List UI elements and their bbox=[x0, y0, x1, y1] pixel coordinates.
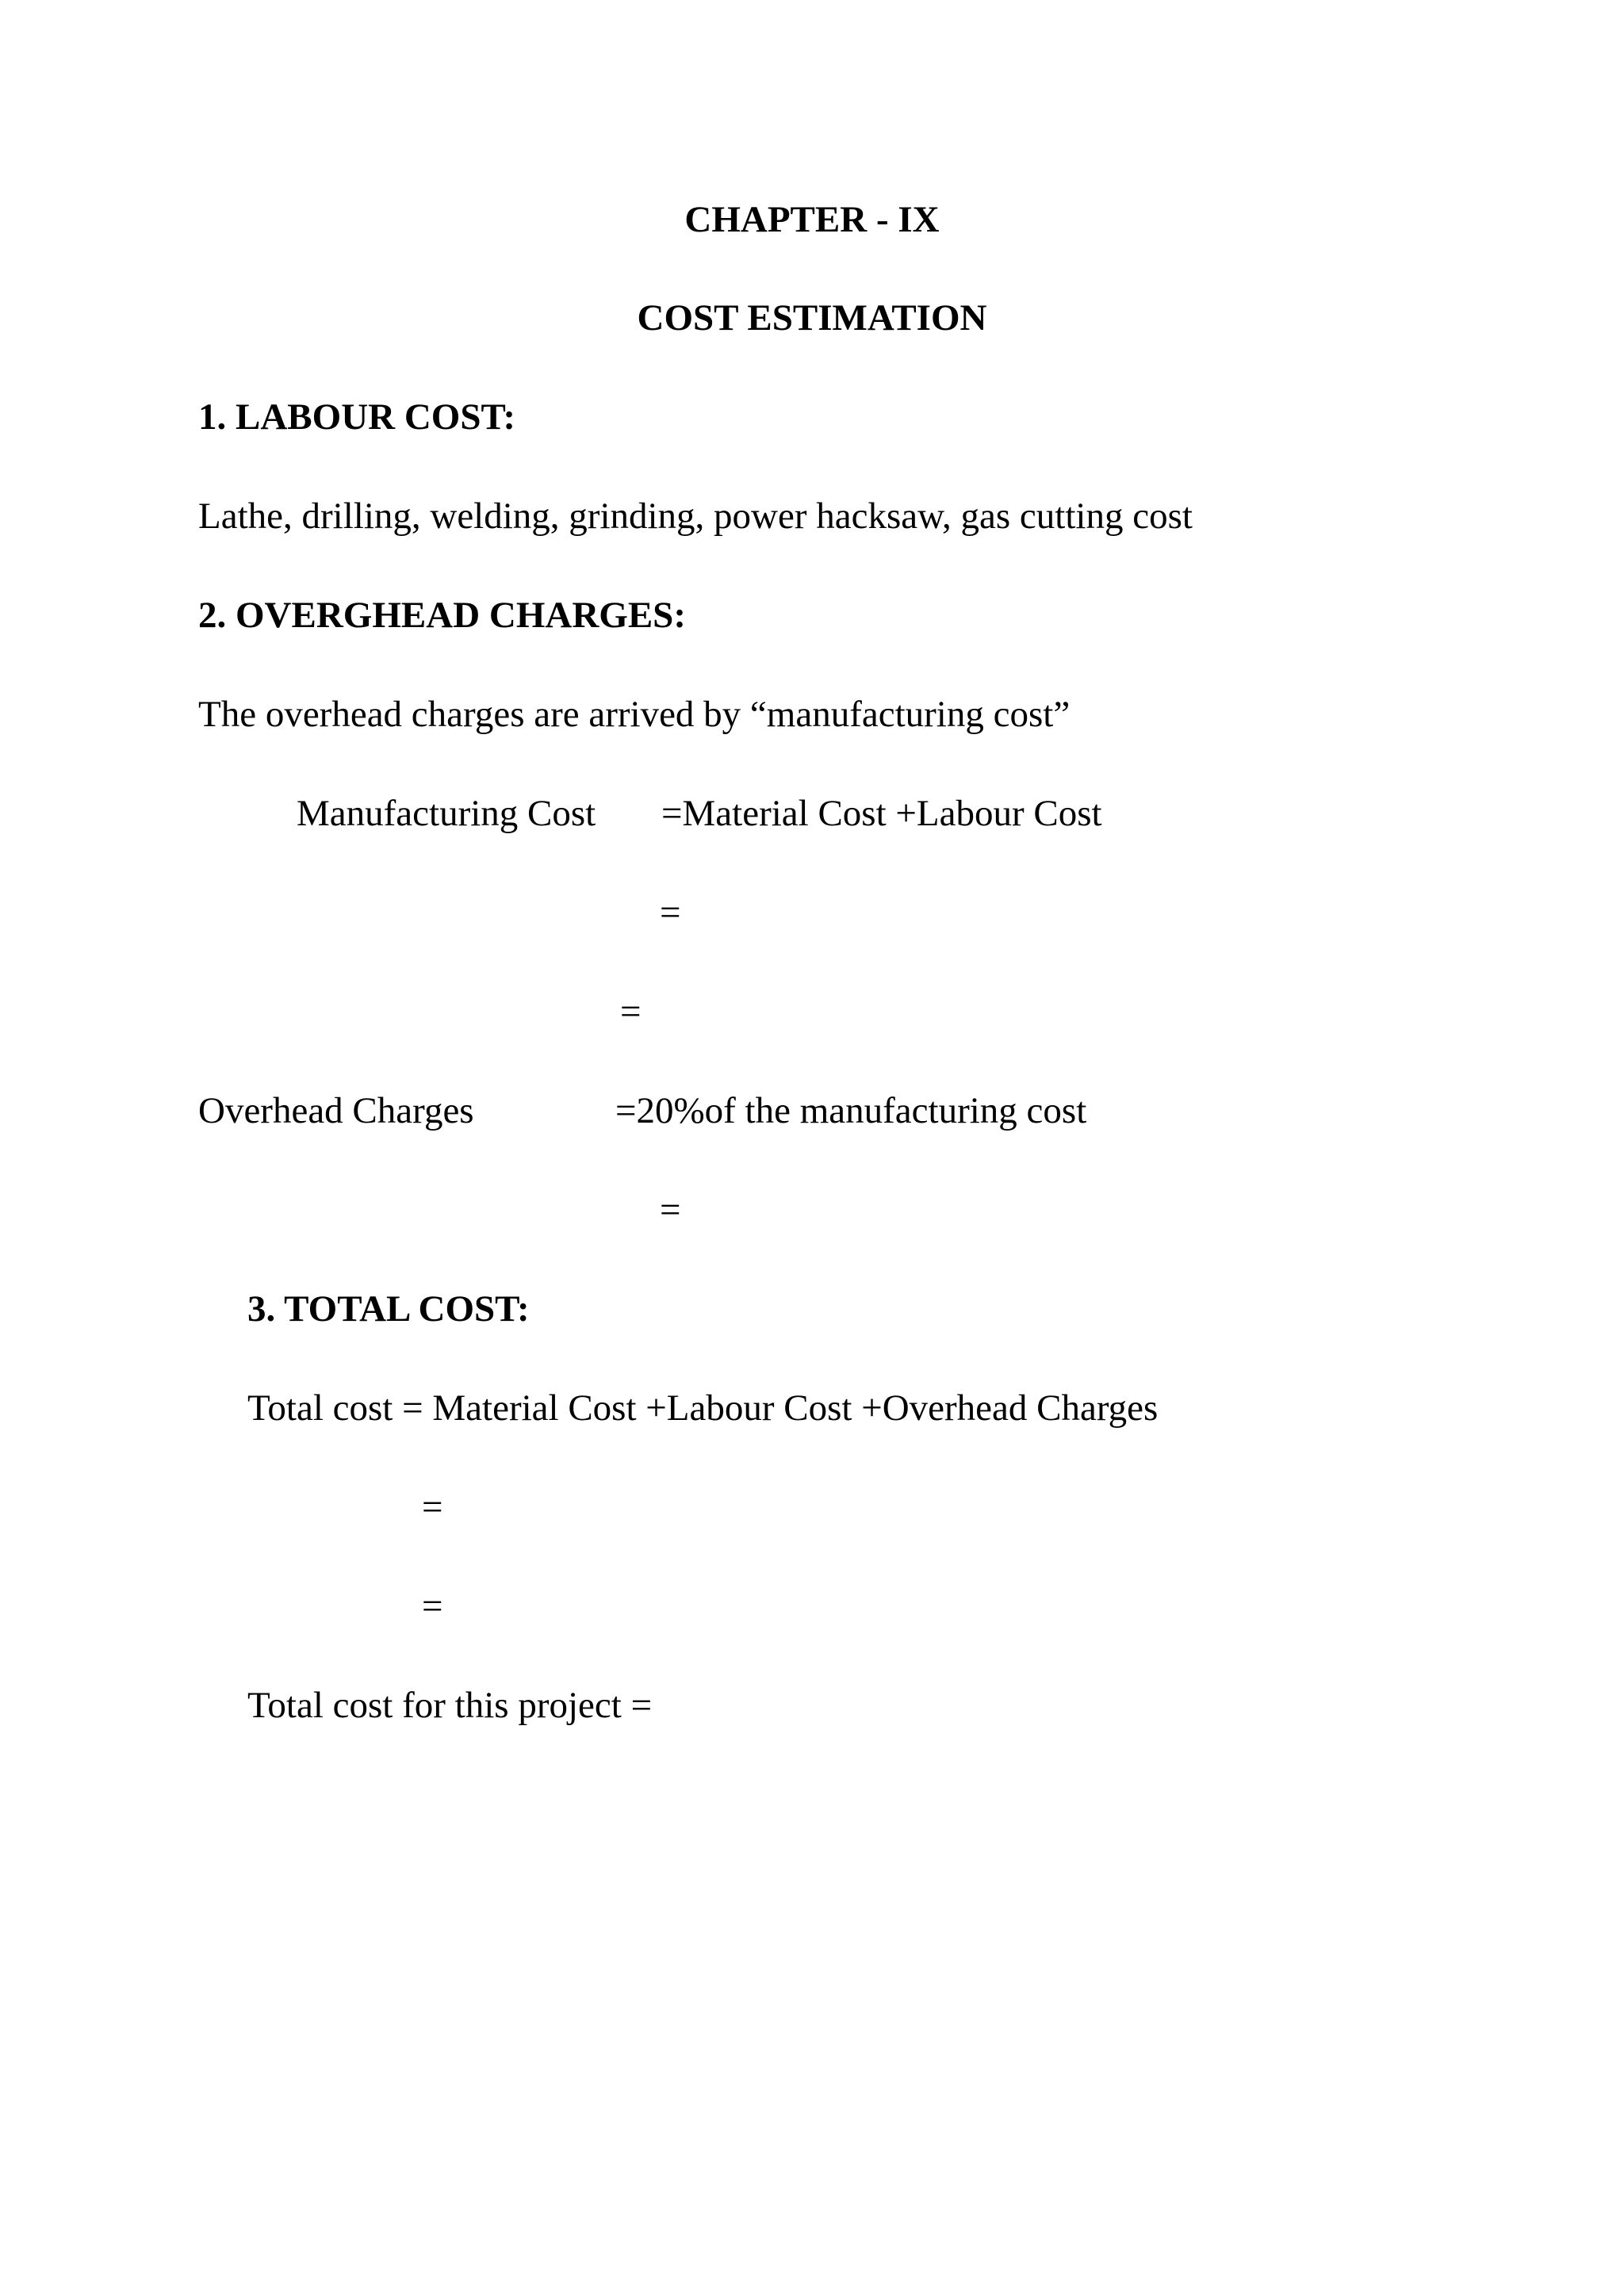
manufacturing-cost-equals-2: = bbox=[620, 991, 642, 1032]
total-cost-equals-1: = bbox=[422, 1487, 443, 1528]
overhead-charges-heading: 2. OVERGHEAD CHARGES: bbox=[198, 595, 686, 636]
total-cost-heading: 3. TOTAL COST: bbox=[247, 1288, 530, 1330]
total-cost-project: Total cost for this project = bbox=[247, 1685, 653, 1726]
labour-cost-text: Lathe, drilling, welding, grinding, power hacksaw, gas cutting cost bbox=[198, 496, 1193, 537]
total-cost-equals-2: = bbox=[422, 1586, 443, 1627]
overhead-charges-formula: =20%of the manufacturing cost bbox=[615, 1090, 1087, 1131]
labour-cost-heading: 1. LABOUR COST: bbox=[198, 396, 515, 438]
overhead-charges-text: The overhead charges are arrived by “manufacturing cost” bbox=[198, 694, 1071, 735]
manufacturing-cost-label: Manufacturing Cost bbox=[297, 793, 596, 834]
overhead-charges-label: Overhead Charges bbox=[198, 1090, 474, 1131]
total-cost-formula: Total cost = Material Cost +Labour Cost +Overhead Charges bbox=[247, 1387, 1159, 1429]
section-title: COST ESTIMATION bbox=[637, 297, 987, 339]
manufacturing-cost-equals-1: = bbox=[660, 892, 681, 933]
overhead-charges-equals: = bbox=[660, 1189, 681, 1230]
manufacturing-cost-formula: =Material Cost +Labour Cost bbox=[661, 793, 1102, 834]
chapter-title: CHAPTER - IX bbox=[684, 199, 940, 240]
